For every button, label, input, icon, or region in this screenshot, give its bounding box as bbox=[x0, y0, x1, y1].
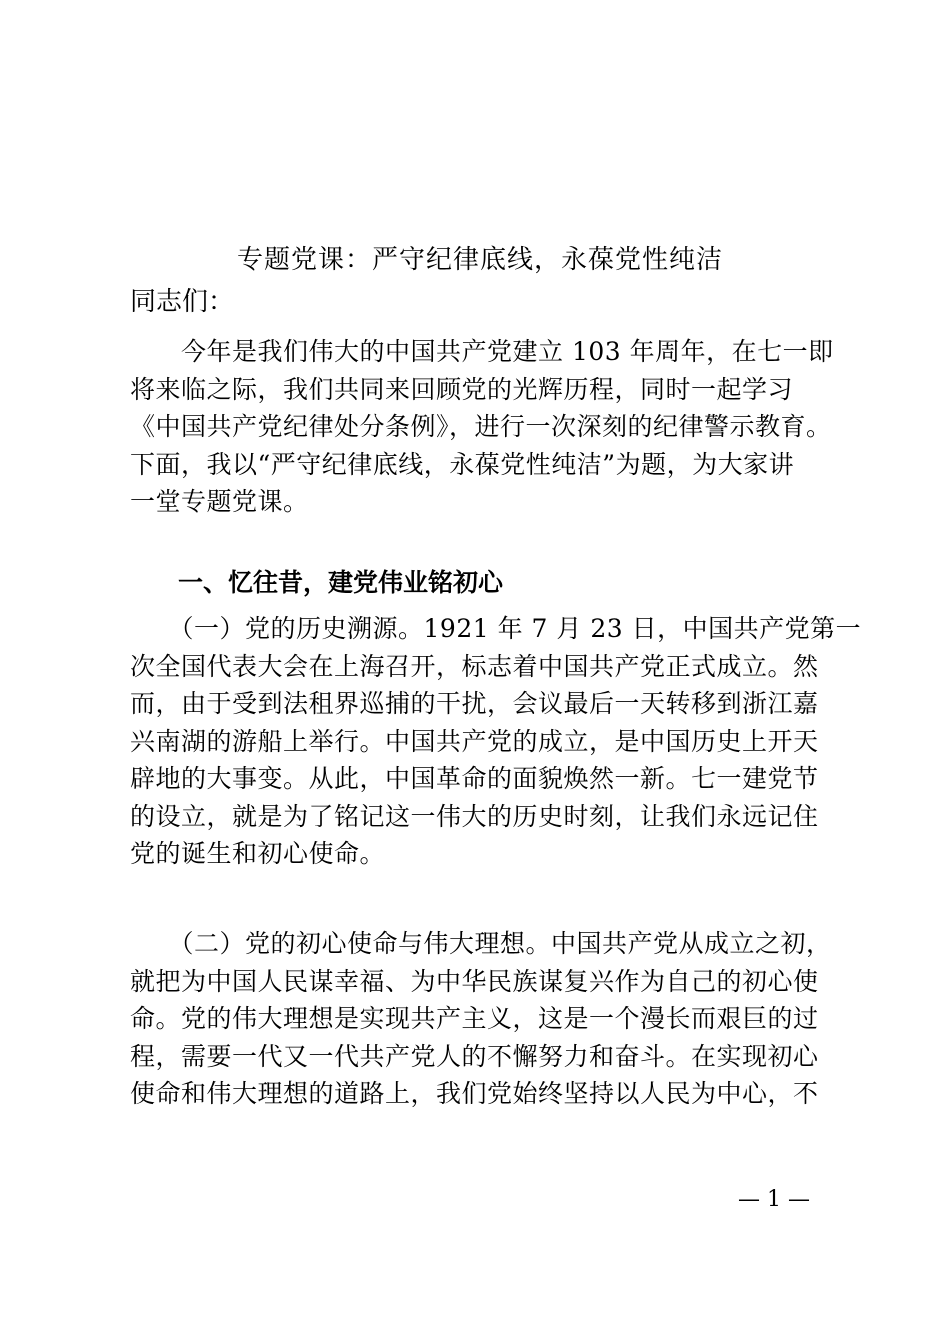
page-number: — 1 — bbox=[738, 1187, 810, 1212]
text-line: 将来临之际，我们共同来回顾党的光辉历程，同时一起学习 bbox=[130, 374, 794, 404]
section-heading: 一、忆往昔，建党伟业铭初心 bbox=[178, 568, 504, 597]
document-title: 专题党课：严守纪律底线，永葆党性纯洁 bbox=[236, 245, 723, 275]
text-line: 下面，我以“严守纪律底线，永葆党性纯洁”为题，为大家讲 bbox=[130, 449, 795, 479]
text-line: 的设立，就是为了铭记这一伟大的历史时刻，让我们永远记住 bbox=[130, 801, 819, 831]
salutation: 同志们： bbox=[130, 287, 235, 317]
text-line: 次全国代表大会在上海召开，标志着中国共产党正式成立。然 bbox=[130, 651, 819, 681]
text-line: 就把为中国人民谋幸福、为中华民族谋复兴作为自己的初心使 bbox=[130, 966, 819, 996]
subsection-2-paragraph bbox=[130, 925, 850, 1113]
text-line: 使命和伟大理想的道路上，我们党始终坚持以人民为中心，不 bbox=[130, 1079, 819, 1108]
text-line: 命。党的伟大理想是实现共产主义，这是一个漫长而艰巨的过 bbox=[130, 1004, 819, 1033]
text-line: 《中国共产党纪律处分条例》，进行一次深刻的纪律警示教育。 bbox=[130, 412, 832, 441]
text-line: （一）党的历史溯源。1921 年 7 月 23 日，中国共产党第一 bbox=[130, 614, 862, 643]
text-line: 辟地的大事变。从此，中国革命的面貌焕然一新。七一建党节 bbox=[130, 764, 819, 793]
text-line: 而，由于受到法租界巡捕的干扰，会议最后一天转移到浙江嘉 bbox=[130, 689, 819, 718]
subsection-1-paragraph bbox=[130, 610, 862, 873]
text-line: 兴南湖的游船上举行。中国共产党的成立，是中国历史上开天 bbox=[130, 726, 819, 756]
text-line: 今年是我们伟大的中国共产党建立 103 年周年，在七一即 bbox=[130, 337, 834, 366]
text-line: 一堂专题党课。 bbox=[130, 487, 309, 516]
text-line: 程，需要一代又一代共产党人的不懈努力和奋斗。在实现初心 bbox=[130, 1041, 819, 1071]
text-line: 党的诞生和初心使命。 bbox=[130, 839, 386, 868]
text-line: （二）党的初心使命与伟大理想。中国共产党从成立之初， bbox=[130, 929, 832, 958]
intro-paragraph bbox=[130, 333, 850, 521]
